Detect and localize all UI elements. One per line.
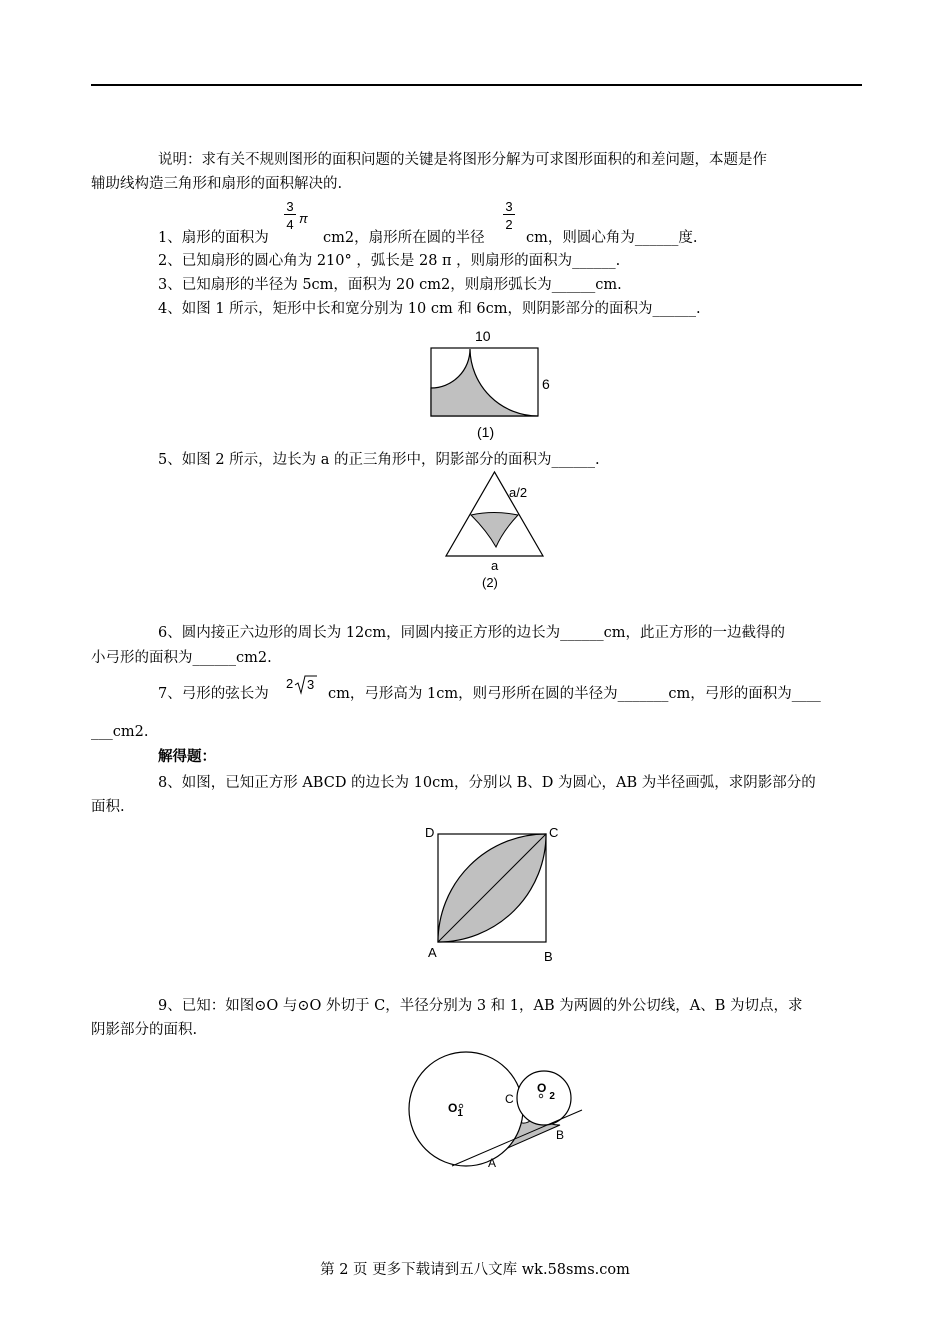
fig3-label-b: B — [544, 949, 553, 964]
fig4-label-o1: $O_1$ — [448, 1101, 463, 1119]
page-footer: 第 2 页 更多下载请到五八文库 wk.58sms.com — [320, 1262, 630, 1278]
fig1-shaded-region — [431, 349, 538, 416]
q9-line-1: 9、已知：如图⊙O 与⊙O 外切于 C，半径分别为 3 和 1，AB 为两圆的外公切线，A、B 为切点，求 — [158, 998, 803, 1014]
q1-part-c: cm，则圆心角为______度. — [526, 230, 698, 246]
q1-fraction-2: 3 2 — [503, 200, 515, 232]
fig2-label-side: a/2 — [509, 485, 528, 500]
fig3-label-d: D — [425, 825, 435, 840]
fig1-label-right: 6 — [542, 376, 550, 392]
q7-radical-coef: 2 — [286, 676, 294, 691]
note-line-2: 辅助线构造三角形和扇形的面积解决的. — [91, 176, 343, 192]
q6-line-2: 小弓形的面积为______cm2. — [91, 650, 272, 666]
fig3-label-c: C — [549, 825, 559, 840]
fig2-caption: (2) — [482, 575, 498, 590]
q8-line-2: 面积. — [91, 799, 125, 815]
section-title: 解得题： — [158, 748, 216, 765]
q1-part-b: cm2，扇形所在圆的半径 — [323, 230, 485, 246]
q7-part-b: cm，弓形高为 1cm，则弓形所在圆的半径为_______cm，弓形的面积为____ — [328, 686, 821, 702]
q4-text: 4、如图 1 所示，矩形中长和宽分别为 10 cm 和 6cm，则阴影部分的面积为______. — [158, 301, 701, 317]
fig4-label-o2: $O_2$ — [537, 1081, 555, 1102]
q3-text: 3、已知扇形的半径为 5cm，面积为 20 cm2，则扇形弧长为______cm. — [158, 277, 622, 293]
q2-text: 2、已知扇形的圆心角为 210° ，弧长是 28 π ，则扇形的面积为______. — [158, 253, 621, 269]
figure-1 — [420, 325, 560, 443]
q6-line-1: 6、圆内接正六边形的周长为 12cm，同圆内接正方形的边长为______cm，此正方形的一边截得的 — [158, 625, 786, 641]
q7-part-a: 7、弓形的弦长为 — [158, 686, 269, 702]
q8-line-1: 8、如图，已知正方形 ABCD 的边长为 10cm，分别以 B、D 为圆心，AB 为半径画弧，求阴影部分的 — [158, 775, 816, 791]
figure-4 — [400, 1040, 600, 1175]
fig2-shaded-region — [471, 513, 518, 548]
q5-text: 5、如图 2 所示，边长为 a 的正三角形中，阴影部分的面积为______. — [158, 452, 600, 468]
figure-3 — [420, 822, 570, 967]
figure-2 — [440, 470, 550, 596]
header-rule — [91, 84, 862, 86]
fig3-label-a: A — [428, 945, 437, 960]
fig1-label-top: 10 — [475, 328, 491, 344]
q9-line-2: 阴影部分的面积. — [91, 1022, 198, 1038]
q7-radical-value: 3 — [307, 677, 315, 692]
q1-fraction-1: 3 4 π — [284, 200, 296, 232]
q1-part-a: 1、扇形的面积为 — [158, 230, 269, 246]
fig4-label-b: B — [556, 1128, 565, 1142]
fig4-circle-o2 — [517, 1071, 571, 1125]
q7-line-2: ___cm2. — [91, 724, 149, 740]
fig4-circle-o1 — [409, 1052, 523, 1166]
fig2-label-bottom: a — [491, 558, 499, 573]
note-line-1: 说明：求有关不规则图形的面积问题的关键是将图形分解为可求图形面积的和差问题，本题是作 — [158, 152, 767, 168]
fig4-label-a: A — [488, 1156, 497, 1170]
fig4-label-c: C — [505, 1092, 514, 1106]
fig1-caption: (1) — [477, 424, 495, 440]
q7-radical — [285, 673, 319, 697]
